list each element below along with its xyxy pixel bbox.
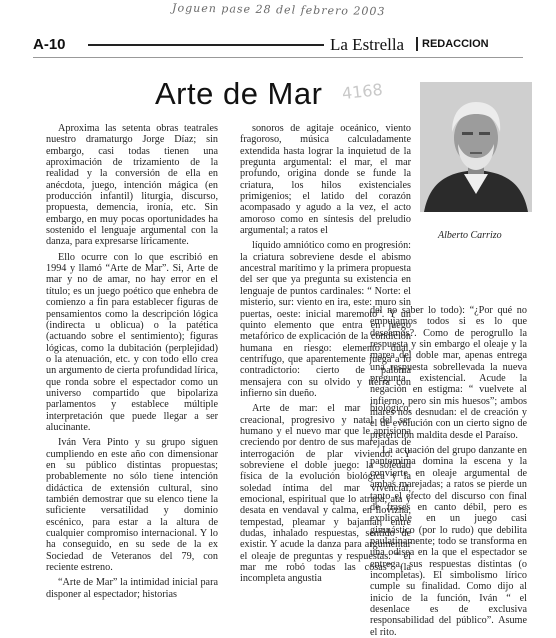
paragraph: Arte de mar: el mar biológico, creacional, progresivo y natal del ser humano y el nuevo mar que le aprisiona creciendo por dentro de sus marejadas de interrogación de plar viviendo. Y sobreviene el doble juego: la soledad física de la evolución biológica y la soledad íntima del mar vivencial, emocional, espiritual que lo atrapa, ata y desata en vendaval y calma, en llovizna, tempestad, pleamar y bajamar, entre dudas, inhalado respuestas, sentido de existir. Y acude la danza para argumentar el oleaje de preguntas y respuestas: “ el mar me robó todas las cosas” (la incompleta angustia (240, 403, 411, 585)
article-headline: Arte de Mar (155, 76, 323, 111)
paragraph: líquido amniótico como en progresión: la criatura sobreviene desde el abismo ancestral marítimo y la primera propuesta del ser que ya pregunta su existencia en lenguaje de puntos cardinales: “ Norte: el misterio, sur: viento en ira, este: muro sin puertas, oeste: inicial maremoto”. Y un quinto elemento que entra en juego metafórico de explicación de la condición humana en riesgo: elemento dual, centrífugo, que aparentemente juega a lo contradictorio: cierto de paloma mensajera con su olvido y tierra con infierno sin dueño. (240, 240, 411, 399)
portrait-image (420, 82, 532, 212)
header-divider (33, 57, 523, 58)
page-number: A-10 (33, 36, 66, 53)
header-rule (88, 44, 324, 46)
article-column-3 (370, 305, 527, 638)
article-column-1 (46, 123, 218, 600)
paragraph: sonoros de agitaje oceánico, viento fragoroso, música calculadamente extendida hasta lograr la inquietud de la pregunta argumental: el mar, el mar profundo, origina donde se funde la criatura, los hilos existenciales primigenios; el latido del corazón acompasado y agudo a la vez, el acto amoroso como en síntesis del preludio argumental; a ratos el (240, 123, 411, 237)
paragraph: del no saber lo todo): “¿Por qué no empujamos todos si es lo que deseamos?. Como de perogrullo la respuesta y sin embargo el oleaje y la marea del doble mar, apenas entrega una respuesta sobrellevada la nueva pregunta existencial. Acude la negación en estigma: “ vuelvete al infierno, pero sin mis huesos”; ambos mares nos desnudan: el de creación y el de evolución con un cierto signo de preterición maldita desde el Paraíso. (370, 305, 527, 441)
section-label: REDACCION (416, 37, 493, 51)
newspaper-name: La Estrella (330, 35, 405, 54)
paragraph: Aproxima las setenta obras teatrales nuestro dramaturgo Jorge Díaz; sin embargo, casi todas tienen una aproximación de trizamiento de la realidad y la conversión de ella en anécdota, juego, intención mágica (en producción infantil) liturgia, discurso, propuesta, demencia, ironía, etc. Sin embargo, en muy pocas oportunidades ha sostenido el lenguaje argumental con la danza, para expresarse líricamente. (46, 123, 218, 248)
paragraph: “Arte de Mar” la intimidad inicial para disponer al espectador; historias (46, 577, 218, 600)
author-photo (420, 82, 532, 212)
archive-stamp: 4168 (341, 79, 384, 104)
paragraph: Ello ocurre con lo que escribió en 1994 y llamó “Arte de Mar”. Si, Arte de mar y no de amar, no hay error en el título; es un juego poético que enhebra de comienzo a fin para establecer figuras de pensamientos como la descripción lógica (indirecta u oblicua) o la patética (actuando sobre el sentimiento); figuras lógicas, como la dubitación (perplejidad) o la atenuación, etc. y con todo ello crea un argumento de cierta profundidad lírica, que ronda sobre el espectador como un universo compartido que bipolariza parlamentos y establece múltiple interpretación que puede llegar a ser alucinante. (46, 251, 218, 433)
photo-caption: Alberto Carrizo (438, 230, 502, 241)
paragraph: La actuación del grupo danzante en pantomima domina la escena y la convierte en oleaje argumental de ambas marejadas; a ratos se pierde un tanto el efecto del discurso con final de frases en canto débil, pero es explicable en un juego casi gimnástico (por lo rudo) que debilita paulatinamente; todo se transforma en una odisea en la que el espectador se entrega, sus respuestas distintas (o incompletas). El simbolismo lírico cumple su finalidad. Como dijo al inicio de la función, Iván “ el desenlace es de exclusiva responsabilidad del público”. Asume el rito. (370, 445, 527, 638)
handwritten-date-note: Joguen pase 28 del febrero 2003 (171, 1, 386, 19)
paragraph: Iván Vera Pinto y su grupo siguen cumpliendo en este año con dimensionar en su público distintas propuestas; probablemente no sólo tiene intención didáctica de extensión cultural, sino también demostrar que su elenco tiene la suficiente versatilidad y dominio escénico, para estar a la altura de cualquier compromiso internacional. Y lo ha conseguido, en su sede de la ex Sociedad de Veteranos del 79, con reciente estreno. (46, 437, 218, 574)
